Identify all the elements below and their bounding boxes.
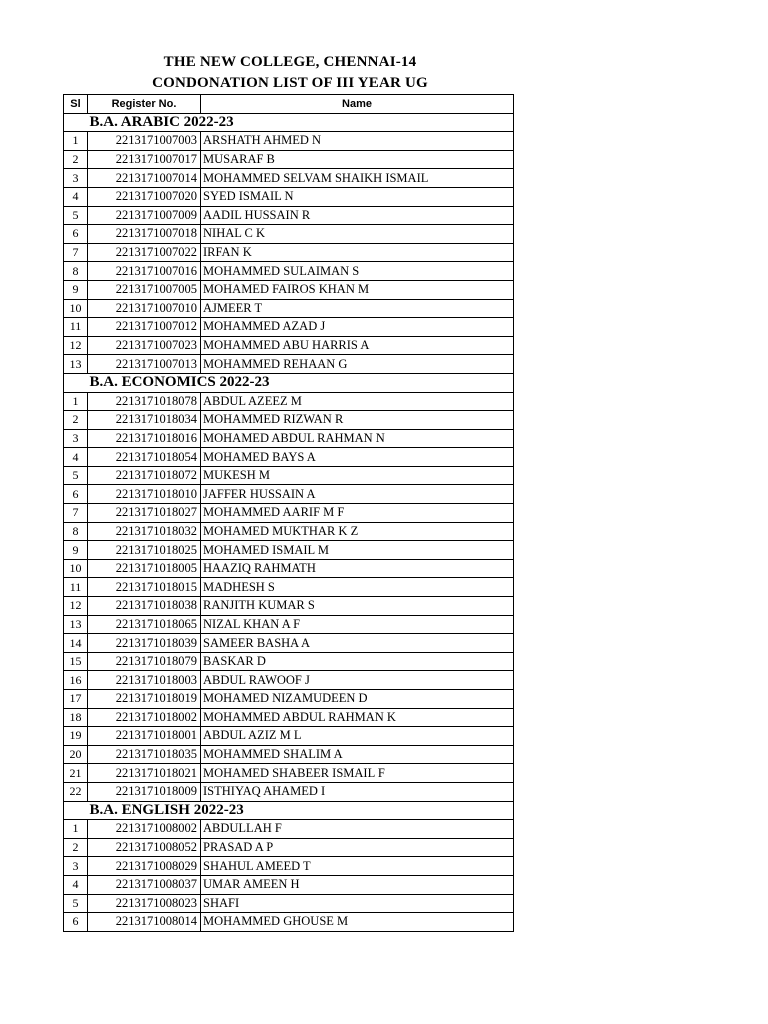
register-number-cell: 2213171018035 [88, 745, 201, 764]
register-number-cell: 2213171018003 [88, 671, 201, 690]
table-row [64, 615, 514, 634]
table-row [64, 708, 514, 727]
register-number-cell: 2213171007016 [88, 262, 201, 281]
column-header-sl: Sl [64, 95, 88, 114]
register-number-cell: 2213171008052 [88, 838, 201, 857]
table-row [64, 894, 514, 913]
student-name-cell: MOHAMMED RIZWAN R [201, 411, 514, 430]
register-number-cell: 2213171018021 [88, 764, 201, 783]
sl-cell: 6 [64, 913, 88, 932]
table-row [64, 652, 514, 671]
register-number-cell: 2213171007014 [88, 169, 201, 188]
student-name-cell: MOHAMED MUKTHAR K Z [201, 522, 514, 541]
student-name-cell: ARSHATH AHMED N [201, 132, 514, 151]
sl-cell: 2 [64, 150, 88, 169]
table-row [64, 299, 514, 318]
student-name-cell: NIZAL KHAN A F [201, 615, 514, 634]
register-number-cell: 2213171018016 [88, 429, 201, 448]
register-number-cell: 2213171018009 [88, 782, 201, 801]
sl-cell: 22 [64, 782, 88, 801]
student-name-cell: AADIL HUSSAIN R [201, 206, 514, 225]
section-heading-row [64, 113, 514, 132]
section-spacer-cell [64, 113, 88, 132]
student-name-cell: MOHAMMED ABDUL RAHMAN K [201, 708, 514, 727]
student-name-cell: SAMEER BASHA A [201, 634, 514, 653]
table-row [64, 875, 514, 894]
student-name-cell: JAFFER HUSSAIN A [201, 485, 514, 504]
table-header-row [64, 95, 514, 114]
sl-cell: 11 [64, 318, 88, 337]
table-row [64, 690, 514, 709]
register-number-cell: 2213171008002 [88, 820, 201, 839]
sl-cell: 6 [64, 225, 88, 244]
register-number-cell: 2213171007005 [88, 280, 201, 299]
register-number-cell: 2213171018072 [88, 466, 201, 485]
sl-cell: 9 [64, 280, 88, 299]
section-heading: B.A. ARABIC 2022-23 [88, 113, 514, 132]
sl-cell: 8 [64, 262, 88, 281]
table-row [64, 280, 514, 299]
sl-cell: 3 [64, 169, 88, 188]
student-name-cell: MOHAMMED GHOUSE M [201, 913, 514, 932]
student-name-cell: MUKESH M [201, 466, 514, 485]
student-name-cell: AJMEER T [201, 299, 514, 318]
sl-cell: 2 [64, 411, 88, 430]
table-row [64, 782, 514, 801]
table-row [64, 857, 514, 876]
table-row [64, 504, 514, 523]
sl-cell: 5 [64, 206, 88, 225]
student-name-cell: MUSARAF B [201, 150, 514, 169]
sl-cell: 10 [64, 299, 88, 318]
table-row [64, 169, 514, 188]
student-name-cell: IRFAN K [201, 243, 514, 262]
table-body [64, 113, 514, 931]
sl-cell: 7 [64, 243, 88, 262]
column-header-name: Name [201, 95, 514, 114]
section-spacer-cell [64, 373, 88, 392]
student-name-cell: ABDUL AZIZ M L [201, 727, 514, 746]
student-name-cell: MOHAMED ISMAIL M [201, 541, 514, 560]
register-number-cell: 2213171018054 [88, 448, 201, 467]
register-number-cell: 2213171018027 [88, 504, 201, 523]
register-number-cell: 2213171018005 [88, 559, 201, 578]
student-name-cell: ABDUL RAWOOF J [201, 671, 514, 690]
register-number-cell: 2213171018032 [88, 522, 201, 541]
table-row [64, 578, 514, 597]
register-number-cell: 2213171008037 [88, 875, 201, 894]
table-row [64, 913, 514, 932]
register-number-cell: 2213171018034 [88, 411, 201, 430]
sl-cell: 16 [64, 671, 88, 690]
register-number-cell: 2213171007003 [88, 132, 201, 151]
sl-cell: 13 [64, 615, 88, 634]
table-row [64, 727, 514, 746]
register-number-cell: 2213171007017 [88, 150, 201, 169]
register-number-cell: 2213171018010 [88, 485, 201, 504]
register-number-cell: 2213171007012 [88, 318, 201, 337]
table-row [64, 764, 514, 783]
student-name-cell: ABDULLAH F [201, 820, 514, 839]
student-name-cell: ABDUL AZEEZ M [201, 392, 514, 411]
table-row [64, 485, 514, 504]
sl-cell: 19 [64, 727, 88, 746]
table-row [64, 820, 514, 839]
table-row [64, 318, 514, 337]
section-spacer-cell [64, 801, 88, 820]
condonation-table [63, 94, 514, 932]
register-number-cell: 2213171018038 [88, 597, 201, 616]
register-number-cell: 2213171008014 [88, 913, 201, 932]
sl-cell: 8 [64, 522, 88, 541]
sl-cell: 13 [64, 355, 88, 374]
register-number-cell: 2213171008029 [88, 857, 201, 876]
student-name-cell: HAAZIQ RAHMATH [201, 559, 514, 578]
register-number-cell: 2213171018039 [88, 634, 201, 653]
register-number-cell: 2213171018079 [88, 652, 201, 671]
sl-cell: 14 [64, 634, 88, 653]
sl-cell: 4 [64, 187, 88, 206]
section-heading-row [64, 373, 514, 392]
student-name-cell: SHAHUL AMEED T [201, 857, 514, 876]
table-row [64, 838, 514, 857]
sl-cell: 3 [64, 429, 88, 448]
sl-cell: 12 [64, 336, 88, 355]
section-heading: B.A. ENGLISH 2022-23 [88, 801, 514, 820]
table-row [64, 541, 514, 560]
student-name-cell: MOHAMED ABDUL RAHMAN N [201, 429, 514, 448]
sl-cell: 10 [64, 559, 88, 578]
sl-cell: 4 [64, 875, 88, 894]
student-name-cell: PRASAD A P [201, 838, 514, 857]
register-number-cell: 2213171018015 [88, 578, 201, 597]
table-row [64, 225, 514, 244]
student-name-cell: NIHAL C K [201, 225, 514, 244]
student-name-cell: MOHAMMED SELVAM SHAIKH ISMAIL [201, 169, 514, 188]
sl-cell: 6 [64, 485, 88, 504]
sl-cell: 21 [64, 764, 88, 783]
student-name-cell: SYED ISMAIL N [201, 187, 514, 206]
student-name-cell: MOHAMMED AARIF M F [201, 504, 514, 523]
student-name-cell: ISTHIYAQ AHAMED I [201, 782, 514, 801]
table-row [64, 187, 514, 206]
register-number-cell: 2213171018002 [88, 708, 201, 727]
student-name-cell: BASKAR D [201, 652, 514, 671]
student-name-cell: MOHAMED FAIROS KHAN M [201, 280, 514, 299]
table-row [64, 522, 514, 541]
sl-cell: 12 [64, 597, 88, 616]
sl-cell: 3 [64, 857, 88, 876]
table-row [64, 448, 514, 467]
sl-cell: 17 [64, 690, 88, 709]
sl-cell: 9 [64, 541, 88, 560]
sl-cell: 5 [64, 466, 88, 485]
register-number-cell: 2213171008023 [88, 894, 201, 913]
student-name-cell: RANJITH KUMAR S [201, 597, 514, 616]
register-number-cell: 2213171018019 [88, 690, 201, 709]
sl-cell: 4 [64, 448, 88, 467]
college-title: THE NEW COLLEGE, CHENNAI-14 [163, 54, 417, 70]
table-row [64, 411, 514, 430]
sl-cell: 1 [64, 132, 88, 151]
student-name-cell: MOHAMMED AZAD J [201, 318, 514, 337]
table-row [64, 150, 514, 169]
table-row [64, 355, 514, 374]
student-name-cell: MOHAMMED ABU HARRIS A [201, 336, 514, 355]
table-row [64, 132, 514, 151]
table-row [64, 243, 514, 262]
sl-cell: 11 [64, 578, 88, 597]
table-row [64, 745, 514, 764]
register-number-cell: 2213171007022 [88, 243, 201, 262]
student-name-cell: MADHESH S [201, 578, 514, 597]
student-name-cell: MOHAMMED SULAIMAN S [201, 262, 514, 281]
student-name-cell: MOHAMMED SHALIM A [201, 745, 514, 764]
student-name-cell: MOHAMED SHABEER ISMAIL F [201, 764, 514, 783]
table-row [64, 671, 514, 690]
student-name-cell: MOHAMED BAYS A [201, 448, 514, 467]
register-number-cell: 2213171007023 [88, 336, 201, 355]
table-row [64, 336, 514, 355]
table-row [64, 392, 514, 411]
sl-cell: 15 [64, 652, 88, 671]
student-name-cell: MOHAMED NIZAMUDEEN D [201, 690, 514, 709]
section-heading-row [64, 801, 514, 820]
register-number-cell: 2213171007020 [88, 187, 201, 206]
list-title: CONDONATION LIST OF III YEAR UG [152, 75, 428, 91]
sl-cell: 7 [64, 504, 88, 523]
register-number-cell: 2213171018078 [88, 392, 201, 411]
register-number-cell: 2213171007009 [88, 206, 201, 225]
sl-cell: 5 [64, 894, 88, 913]
register-number-cell: 2213171018065 [88, 615, 201, 634]
student-name-cell: MOHAMMED REHAAN G [201, 355, 514, 374]
table-row [64, 559, 514, 578]
column-header-register-no: Register No. [88, 95, 201, 114]
register-number-cell: 2213171007010 [88, 299, 201, 318]
register-number-cell: 2213171007018 [88, 225, 201, 244]
student-name-cell: SHAFI [201, 894, 514, 913]
sl-cell: 1 [64, 820, 88, 839]
sl-cell: 18 [64, 708, 88, 727]
sl-cell: 1 [64, 392, 88, 411]
table-row [64, 466, 514, 485]
register-number-cell: 2213171018001 [88, 727, 201, 746]
register-number-cell: 2213171007013 [88, 355, 201, 374]
table-row [64, 429, 514, 448]
table-row [64, 262, 514, 281]
table-row [64, 634, 514, 653]
sl-cell: 2 [64, 838, 88, 857]
table-row [64, 597, 514, 616]
table-row [64, 206, 514, 225]
document-header [0, 52, 580, 94]
sl-cell: 20 [64, 745, 88, 764]
section-heading: B.A. ECONOMICS 2022-23 [88, 373, 514, 392]
student-name-cell: UMAR AMEEN H [201, 875, 514, 894]
register-number-cell: 2213171018025 [88, 541, 201, 560]
